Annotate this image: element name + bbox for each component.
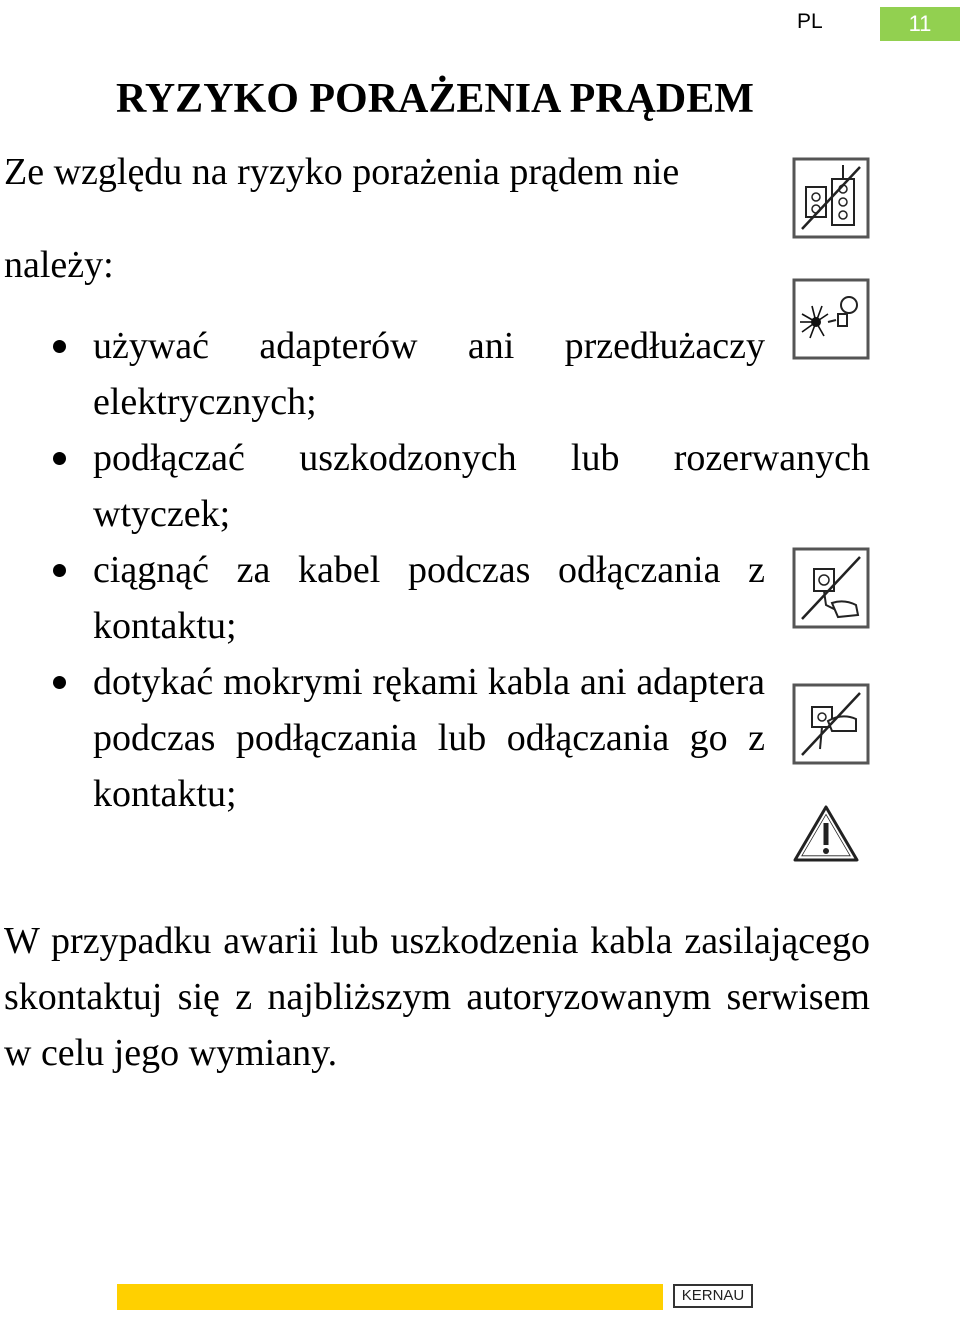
- no-pull-cable-icon: [792, 547, 870, 629]
- list-item: używać adapterów ani przedłużaczy elektrycznych;: [0, 318, 765, 430]
- language-label: PL: [797, 10, 823, 33]
- intro-line-2: należy:: [4, 244, 114, 286]
- list-item: podłączać uszkodzonych lub rozerwanych wtyczek;: [0, 430, 870, 542]
- warning-triangle-icon: [792, 803, 860, 863]
- intro-line-1: Ze względu na ryzyko porażenia prądem nie: [4, 151, 680, 193]
- footer-bar: [117, 1284, 663, 1310]
- page-title: RYZYKO PORAŻENIA PRĄDEM: [116, 76, 754, 122]
- damaged-plug-icon: [792, 278, 870, 360]
- list-item: ciągnąć za kabel podczas odłączania z kontaktu;: [0, 542, 765, 654]
- no-adapter-icon: [792, 157, 870, 239]
- page-number-badge: 11: [880, 7, 960, 41]
- warning-list: [0, 318, 870, 822]
- no-wet-hands-icon: [792, 683, 870, 765]
- brand-logo: KERNAU: [673, 1284, 753, 1308]
- closing-paragraph: W przypadku awarii lub uszkodzenia kabla zasilającego skontaktuj się z najbliższym autoryzowanym serwisem w celu jego wymiany.: [4, 920, 870, 1074]
- list-item: dotykać mokrymi rękami kabla ani adaptera podczas podłączania lub odłączania go z kontaktu;: [0, 654, 765, 822]
